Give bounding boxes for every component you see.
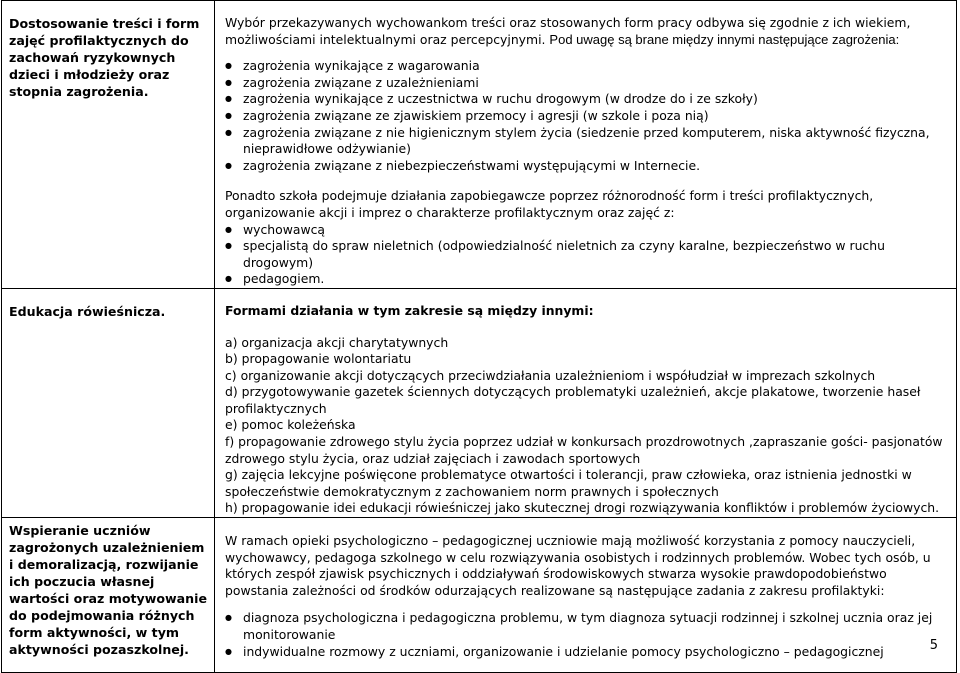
section-heading: Formami działania w tym zakresie są między innymi: — [225, 302, 594, 318]
list-item: ● diagnoza psychologiczna i pedagogiczna problemu, w tym diagnoza sytuacji rodzinnej i szkolnej ucznia oraz jej monitorowanie — [225, 610, 952, 643]
activity-list — [225, 335, 952, 518]
list-item: ● zagrożenia związane z niebezpieczeństwami występującymi w Internecie. — [225, 158, 952, 175]
table-row — [2, 288, 957, 517]
list-item: ● zagrożenia związane z uzależnieniami — [225, 75, 952, 92]
list-item: ● zagrożenia wynikające z uczestnictwa w ruchu drogowym (w drodze do i ze szkoły) — [225, 91, 952, 108]
intro-text-2: Pod uwagę są brane między innymi następujące zagrożenia: — [549, 31, 900, 47]
list-item: ● zagrożenia wynikające z wagarowania — [225, 58, 952, 75]
support-paragraph: W ramach opieki psychologiczno – pedagogicznej uczniowie mają możliwość korzystania z pomocy nauczycieli, wychowawcy, pedagoga szkolnego w celu rozwiązywania osobistych i rodzinnych problemów. Wobec tych osób, u których zespół zjawisk psychicznych i oddziaływań środowiskowych stwarza wysokie prawdopodobieństwo powstania zależności od środków odurzających realizowane są następujące zadania z zakresu profilaktyki: — [225, 533, 931, 598]
intro-paragraph — [225, 1, 952, 48]
table-row — [2, 518, 957, 673]
table-row — [2, 1, 957, 289]
list-item: e) pomoc koleżeńska — [225, 417, 356, 433]
threat-list — [225, 58, 952, 174]
list-item: ● indywidualne rozmowy z uczniami, organizowanie i udzielanie pomocy psychologiczno – pedagogicznej — [225, 644, 952, 661]
row-content-cell — [215, 1, 957, 289]
list-item: h) propagowanie idei edukacji rówieśniczej jako skutecznej drogi rozwiązywania konfliktów i problemów życiowych. — [225, 500, 940, 516]
list-item: f) propagowanie zdrowego stylu życia poprzez udział w konkursach prozdrowotnych ,zapraszanie gości- pasjonatów zdrowego stylu życia, oraz udział zajęciach i zawodach sportowych — [225, 434, 943, 466]
row-label: Wspieranie uczniów zagrożonych uzależnieniem i demoralizacją, rozwijanie ich poczucia własnej wartości oraz motywowanie do podejmowania różnych form aktywności, w tym aktywności pozaszkolnej. — [9, 523, 208, 658]
row-label: Edukacja rówieśnicza. — [9, 303, 166, 319]
list-item: ● wychowawcą — [225, 222, 952, 239]
page-number: 5 — [929, 638, 938, 653]
task-list — [225, 610, 952, 660]
list-item: ● specjalistą do spraw nieletnich (odpowiedzialność nieletnich za czyny karalne, bezpieczeństwo w ruchu drogowym) — [225, 238, 952, 271]
row-label-cell — [2, 1, 215, 289]
list-item: d) przygotowywanie gazetek ściennych dotyczących problematyki uzależnień, akcje plakatowe, tworzenie haseł profilaktycznych — [225, 384, 921, 416]
list-item: b) propagowanie wolontariatu — [225, 351, 412, 367]
intro-text: Wybór przekazywanych wychowankom treści oraz stosowanych form pracy odbywa się zgodnie z ich wiekiem, możliwościami intelektualnymi oraz percepcyjnymi. — [225, 15, 911, 47]
list-item: g) zajęcia lekcyjne poświęcone problematyce otwartości i tolerancji, praw człowieka, oraz istnienia jednostki w społeczeństwie demokratycznym z zachowaniem norm prawnych i społecznych — [225, 467, 912, 499]
row-label-cell — [2, 288, 215, 517]
content-table — [1, 0, 957, 673]
row-label-cell — [2, 518, 215, 673]
person-list — [225, 222, 952, 288]
row-content-cell — [215, 518, 957, 673]
row-label: Dostosowanie treści i form zajęć profilaktycznych do zachowań ryzykownych dzieci i młodzieży oraz stopnia zagrożenia. — [9, 16, 200, 99]
list-item: ● zagrożenia związane ze zjawiskiem przemocy i agresji (w szkole i poza nią) — [225, 108, 952, 125]
list-item: ● zagrożenia związane z nie higienicznym stylem życia (siedzenie przed komputerem, niska aktywność fizyczna, nieprawidłowe odżywianie) — [225, 125, 952, 158]
row-content-cell — [215, 288, 957, 517]
list-item: ● pedagogiem. — [225, 271, 952, 288]
prevention-paragraph: Ponadto szkoła podejmuje działania zapobiegawcze poprzez różnorodność form i treści profilaktycznych, organizowanie akcji i imprez o charakterze profilaktycznym oraz zajęć z: — [225, 188, 874, 220]
list-item: a) organizacja akcji charytatywnych — [225, 334, 449, 350]
list-item: c) organizowanie akcji dotyczących przeciwdziałania uzależnieniom i współudział w imprezach szkolnych — [225, 367, 876, 383]
